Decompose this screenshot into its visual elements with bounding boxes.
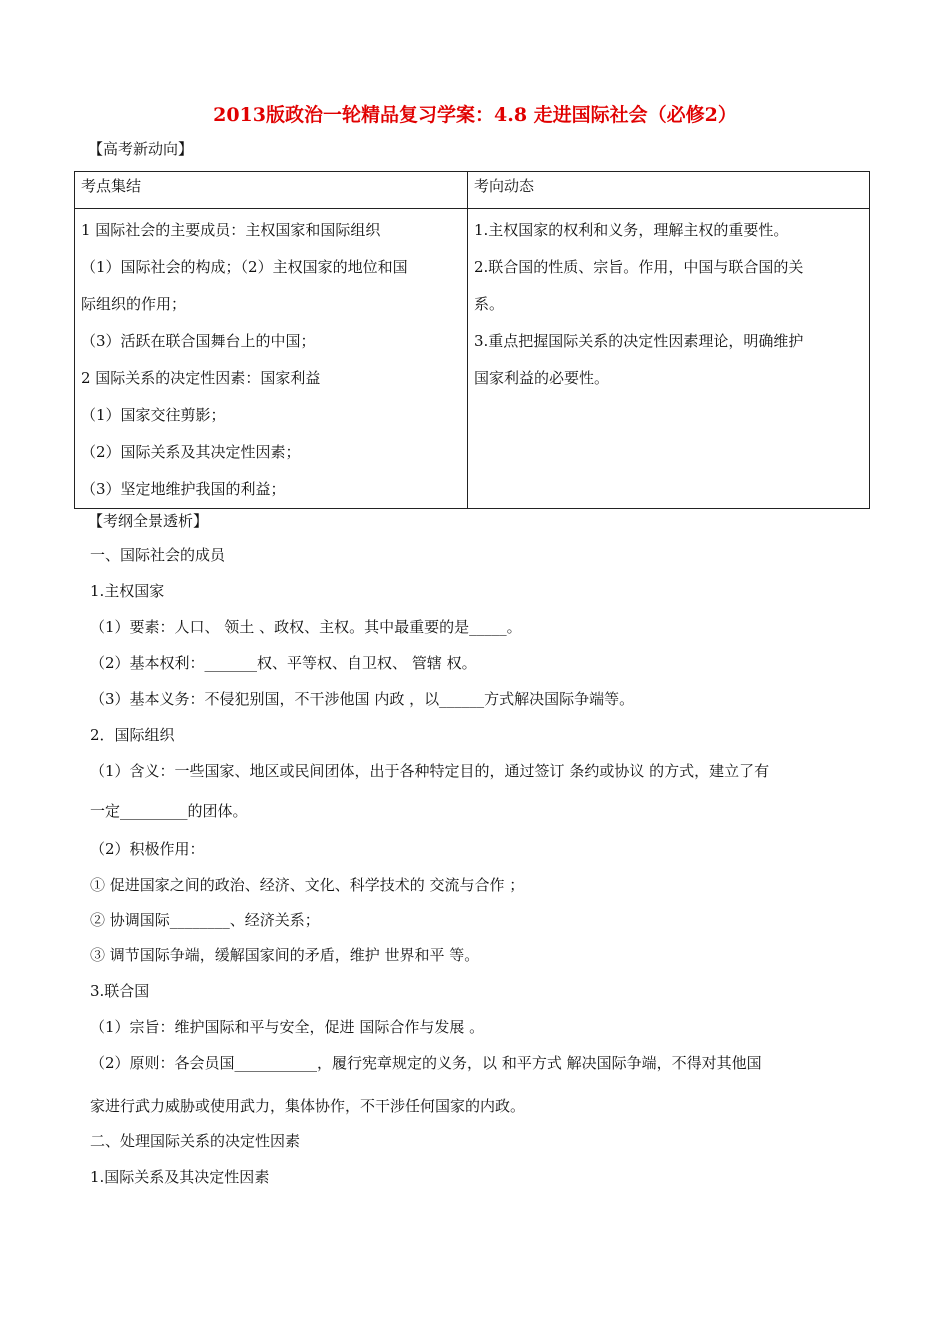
body-paragraph: （1）宗旨：维护国际和平与安全，促进 国际合作与发展 。 — [90, 1018, 485, 1036]
body-paragraph: 3.联合国 — [90, 982, 150, 1000]
body-paragraph: ② 协调国际________、经济关系； — [90, 911, 320, 929]
table-line: （2）国际关系及其决定性因素； — [81, 443, 301, 461]
body-paragraph: 2．国际组织 — [90, 726, 175, 744]
body-paragraph: 1.主权国家 — [90, 582, 165, 600]
body-paragraph: 一定_________的团体。 — [90, 802, 248, 820]
table-line: （1）国家交往剪影； — [81, 406, 226, 424]
table-line: （3）活跃在联合国舞台上的中国； — [81, 332, 316, 350]
table-line: 际组织的作用； — [81, 295, 187, 313]
table-line: （1）国际社会的构成；（2）主权国家的地位和国 — [81, 258, 408, 276]
body-paragraph: （1）含义：一些国家、地区或民间团体，出于各种特定目的，通过签订 条约或协议 的方式，建立了有 — [90, 762, 770, 780]
table-line: 2 国际关系的决定性因素：国家利益 — [81, 369, 321, 387]
table-cell-exam-points — [75, 209, 468, 509]
table-line: 国家利益的必要性。 — [474, 369, 610, 387]
table-cell-trends — [468, 209, 870, 509]
body-paragraph: 家进行武力威胁或使用武力，集体协作，不干涉任何国家的内政。 — [90, 1097, 526, 1115]
body-paragraph: ③ 调节国际争端，缓解国家间的矛盾，维护 世界和平 等。 — [90, 946, 480, 964]
body-paragraph: （2）基本权利：_______权、平等权、自卫权、 管辖 权。 — [90, 654, 477, 672]
body-paragraph: 二、处理国际关系的决定性因素 — [90, 1132, 301, 1150]
table-line: 1.主权国家的权利和义务，理解主权的重要性。 — [474, 221, 789, 239]
body-paragraph: 一、国际社会的成员 — [90, 546, 226, 564]
document-title: 2013版政治一轮精品复习学案：4.8 走进国际社会（必修2） — [213, 104, 737, 126]
body-paragraph: （1）要素：人口、 领土 、政权、主权。其中最重要的是_____。 — [90, 618, 522, 636]
exam-points-table — [74, 171, 870, 509]
table-line: 1 国际社会的主要成员：主权国家和国际组织 — [81, 221, 381, 239]
table-line: 3.重点把握国际关系的决定性因素理论，明确维护 — [474, 332, 804, 350]
table-line: （3）坚定地维护我国的利益； — [81, 480, 286, 498]
table-line: 系。 — [474, 295, 505, 313]
body-paragraph: （2）原则：各会员国___________，履行宪章规定的义务，以 和平方式 解决国际争端，不得对其他国 — [90, 1054, 762, 1072]
section-heading-kaogang: 【考纲全景透析】 — [88, 512, 209, 530]
body-paragraph: （3）基本义务：不侵犯别国，不干涉他国 内政 ，以______方式解决国际争端等。 — [90, 690, 635, 708]
table-line: 2.联合国的性质、宗旨。作用，中国与联合国的关 — [474, 258, 804, 276]
body-paragraph: （2）积极作用： — [90, 840, 205, 858]
table-header-right: 考向动态 — [468, 172, 870, 209]
body-paragraph: ① 促进国家之间的政治、经济、文化、科学技术的 交流与合作 ； — [90, 876, 525, 894]
table-header-left: 考点集结 — [75, 172, 468, 209]
section-heading-gaokao: 【高考新动向】 — [88, 140, 194, 158]
body-paragraph: 1.国际关系及其决定性因素 — [90, 1168, 270, 1186]
